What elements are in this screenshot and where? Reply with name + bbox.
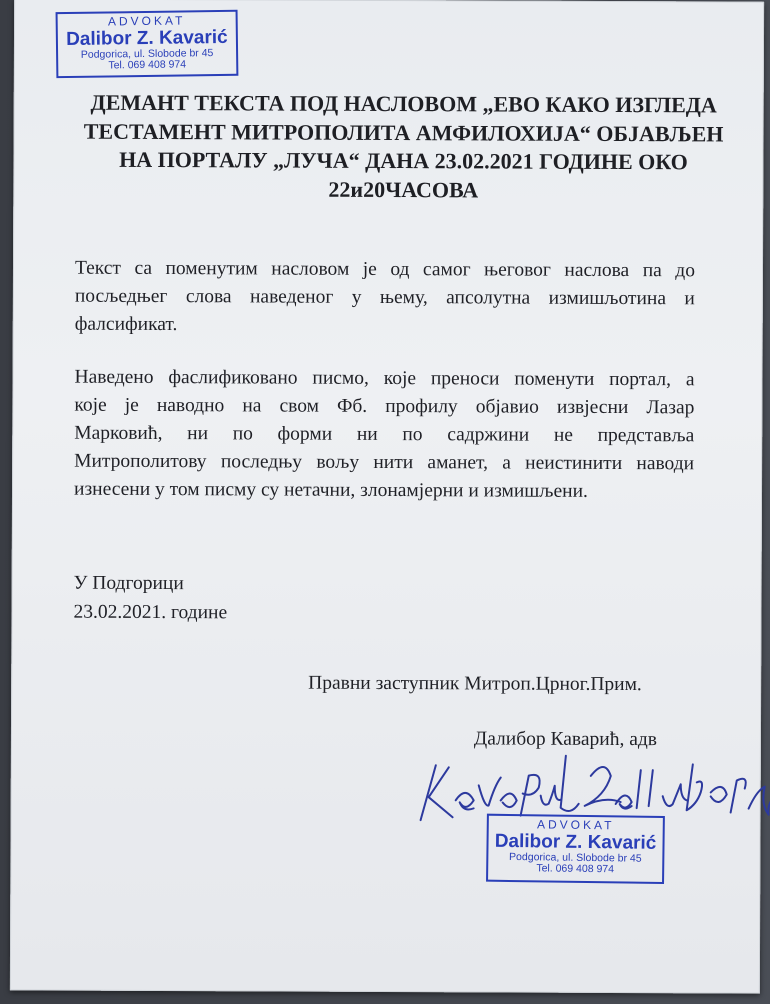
text-line: које је наводно на свом Фб. профилу објавио извјесни Лазар bbox=[74, 394, 695, 419]
text-line: Текст са поменутим насловом је од самог његовог наслова па до bbox=[74, 257, 696, 282]
stamp-phone: Tel. 069 408 974 bbox=[536, 862, 615, 876]
text-line: Наведено фаслификовано писмо, које преноси поменути портал, а bbox=[74, 366, 695, 391]
stamp-phone: Tel. 069 408 974 bbox=[108, 58, 187, 72]
text-line: посљедњег слова наведеног у њему, апсолутна измишљотина и bbox=[74, 285, 695, 310]
title-line: НА ПОРТАЛУ „ЛУЧА“ ДАНА 23.02.2021 ГОДИНЕ ОКО bbox=[119, 146, 688, 175]
text-line: фалсификат. bbox=[74, 313, 178, 336]
text-line: Марковић, ни по форми ни по садржини не представља bbox=[74, 422, 695, 447]
date-line: 23.02.2021. године bbox=[73, 601, 228, 624]
document-title bbox=[83, 89, 723, 206]
stamp-name: Dalibor Z. Kavarić bbox=[494, 830, 657, 854]
text-line: Митрополитову последњу вољу нити аманет, а неистинити наводи bbox=[74, 450, 695, 475]
stamp-name: Dalibor Z. Kavarić bbox=[65, 26, 228, 51]
lawyer-stamp-top bbox=[56, 10, 239, 78]
title-line: 22и20ЧАСОВА bbox=[328, 176, 479, 202]
paragraph-details bbox=[74, 364, 695, 507]
title-line: ТЕСТАМЕНТ МИТРОПОЛИТА АМФИЛОХИЈА“ ОБЈАВЉЕН bbox=[83, 118, 724, 146]
stamp-address: Podgorica, ul. Slobode br 45 bbox=[80, 47, 214, 61]
stamp-address: Podgorica, ul. Slobode br 45 bbox=[509, 850, 642, 865]
signer-name: Далибор Каварић, адв bbox=[473, 728, 658, 751]
lawyer-stamp-bottom bbox=[486, 814, 665, 884]
paragraph-denial bbox=[75, 255, 695, 342]
stamp-title: ADVOKAT bbox=[107, 13, 186, 29]
title-line: ДЕМАНТ ТЕКСТА ПОД НАСЛОВОМ „ЕВО КАКО ИЗГЛЕДА bbox=[90, 89, 717, 118]
document-page bbox=[10, 0, 764, 994]
representative-line: Правни заступник Митроп.Црног.Прим. bbox=[308, 672, 642, 696]
stamp-title: ADVOKAT bbox=[536, 817, 615, 833]
place-line: У Подгорици bbox=[73, 572, 184, 595]
text-line: изнесени у том писму су нетачни, злонамјерни и измишљени. bbox=[73, 478, 588, 502]
